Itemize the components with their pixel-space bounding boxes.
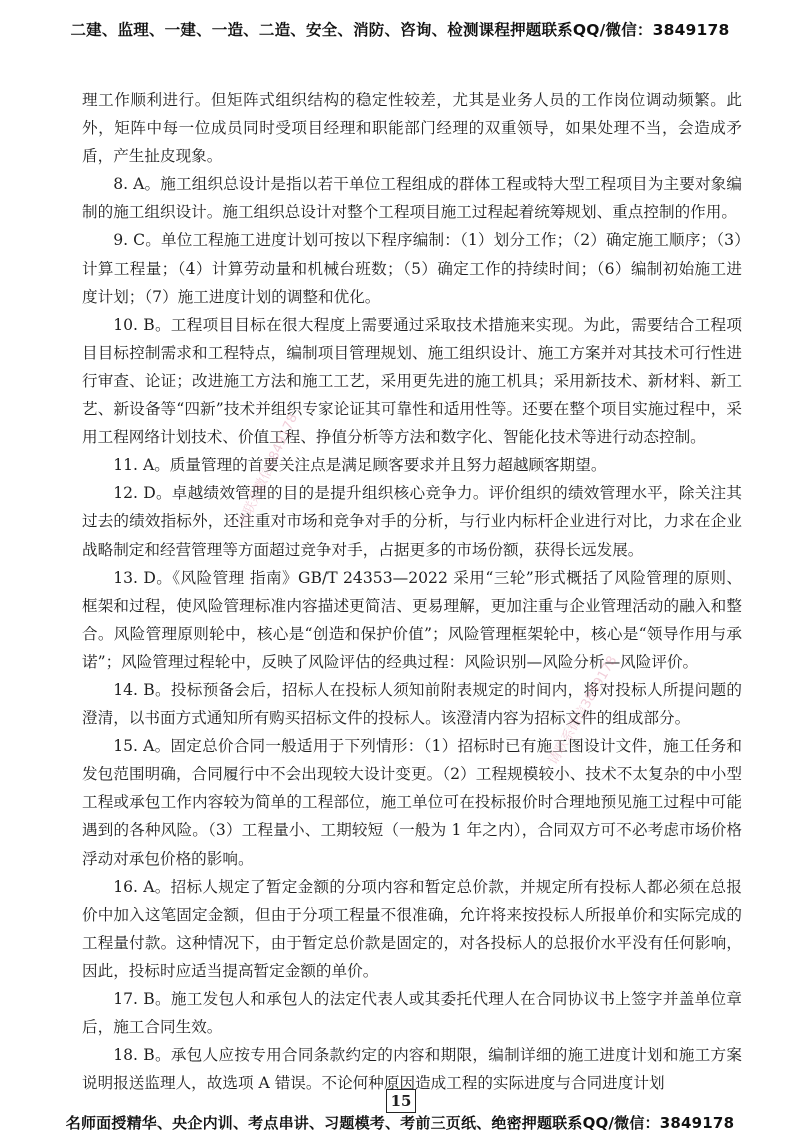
- answer-14: 14. B。投标预备会后，招标人在投标人须知前附表规定的时间内，将对投标人所提问题的澄清，以书面方式通知所有购买招标文件的投标人。该澄清内容为招标文件的组成部分。: [82, 680, 742, 728]
- answer-13: 13. D。《风险管理 指南》GB/T 24353—2022 采用“三轮”形式概括了风险管理的原则、框架和过程，使风险管理标准内容描述更简洁、更易理解，更加注重与企业管理活动的融入和整合。风险管理原则轮中，核心是“创造和保护价值”；风险管理框架轮中，核心是“领导作用与承诺”；风险管理过程轮中，反映了风险评估的经典过程：风险识别—风险分析—风险评价。: [82, 568, 742, 671]
- answer-15: 15. A。固定总价合同一般适用于下列情形：（1）招标时已有施工图设计文件，施工任务和发包范围明确，合同履行中不会出现较大设计变更。（2）工程规模较小、技术不太复杂的中小型工程或承包工作内容较为简单的工程部位，施工单位可在投标报价时合理地预见施工过程中可能遇到的各种风险。（3）工程量小、工期较短（一般为 1 年之内），合同双方可不必考虑市场价格浮动对承包价格的影响。: [82, 737, 742, 868]
- answer-16: 16. A。招标人规定了暂定金额的分项内容和暂定总价款，并规定所有投标人都必须在总报价中加入这笔固定金额，但由于分项工程量不很准确，允许将来按投标人所报单价和实际完成的工程量付款。这种情况下，由于暂定总价款是固定的，对各投标人的总报价水平没有任何影响，因此，投标时应适当提高暂定金额的单价。: [82, 877, 742, 980]
- page-footer: 名师面授精华、央企内训、考点串讲、习题模考、考前三页纸、绝密押题联系QQ/微信：3849178: [65, 1114, 735, 1132]
- answer-11: 11. A。质量管理的首要关注点是满足顾客要求并且努力超越顾客期望。: [113, 456, 607, 475]
- answer-12: 12. D。卓越绩效管理的目的是提升组织核心竞争力。评价组织的绩效管理水平，除关注其过去的绩效指标外，还注重对市场和竞争对手的分析，与行业内标杆企业进行对比，力求在企业战略制定和经营管理等方面超过竞争对手，占据更多的市场份额，获得长远发展。: [82, 484, 742, 559]
- paragraph-continuation: 理工作顺利进行。但矩阵式组织结构的稳定性较差，尤其是业务人员的工作岗位调动频繁。此外，矩阵中每一位成员同时受项目经理和职能部门经理的双重领导，如果处理不当，会造成矛盾，产生扯皮现象。: [82, 91, 742, 166]
- answer-9: 9. C。单位工程施工进度计划可按以下程序编制：（1）划分工作；（2）确定施工顺序；（3）计算工程量；（4）计算劳动量和机械台班数；（5）确定工作的持续时间；（6）编制初始施工进度计划；（7）施工进度计划的调整和优化。: [82, 231, 742, 306]
- page-header: 二建、监理、一建、一造、二造、安全、消防、咨询、检测课程押题联系QQ/微信：3849178: [70, 21, 730, 39]
- answer-8: 8. A。施工组织总设计是指以若干单位工程组成的群体工程或特大型工程项目为主要对象编制的施工组织设计。施工组织总设计对整个工程项目施工过程起着统筹规划、重点控制的作用。: [82, 175, 742, 222]
- page-number: 15: [386, 1089, 416, 1113]
- answer-10: 10. B。工程项目目标在很大程度上需要通过采取技术措施来实现。为此，需要结合工程项目目标控制需求和工程特点，编制项目管理规划、施工组织设计、施工方案并对其技术可行性进行审查、论证；改进施工方法和施工工艺，采用更先进的施工机具；采用新技术、新材料、新工艺、新设备等“四新”技术并组织专家论证其可靠性和适用性等。还要在整个项目实施过程中，采用工程网络计划技术、价值工程、挣值分析等方法和数字化、智能化技术等进行动态控制。: [82, 315, 742, 447]
- document-body: [82, 86, 742, 1097]
- watermark: 请联系微信3849178: [235, 411, 302, 530]
- answer-18: 18. B。承包人应按专用合同条款约定的内容和期限，编制详细的施工进度计划和施工方案说明报送监理人，故选项 A 错误。不论何种原因造成工程的实际进度与合同进度计划: [82, 1046, 742, 1093]
- watermark: 请联系微信3849178: [545, 653, 621, 768]
- answer-17: 17. B。施工发包人和承包人的法定代表人或其委托代理人在合同协议书上签字并盖单位章后，施工合同生效。: [82, 990, 742, 1037]
